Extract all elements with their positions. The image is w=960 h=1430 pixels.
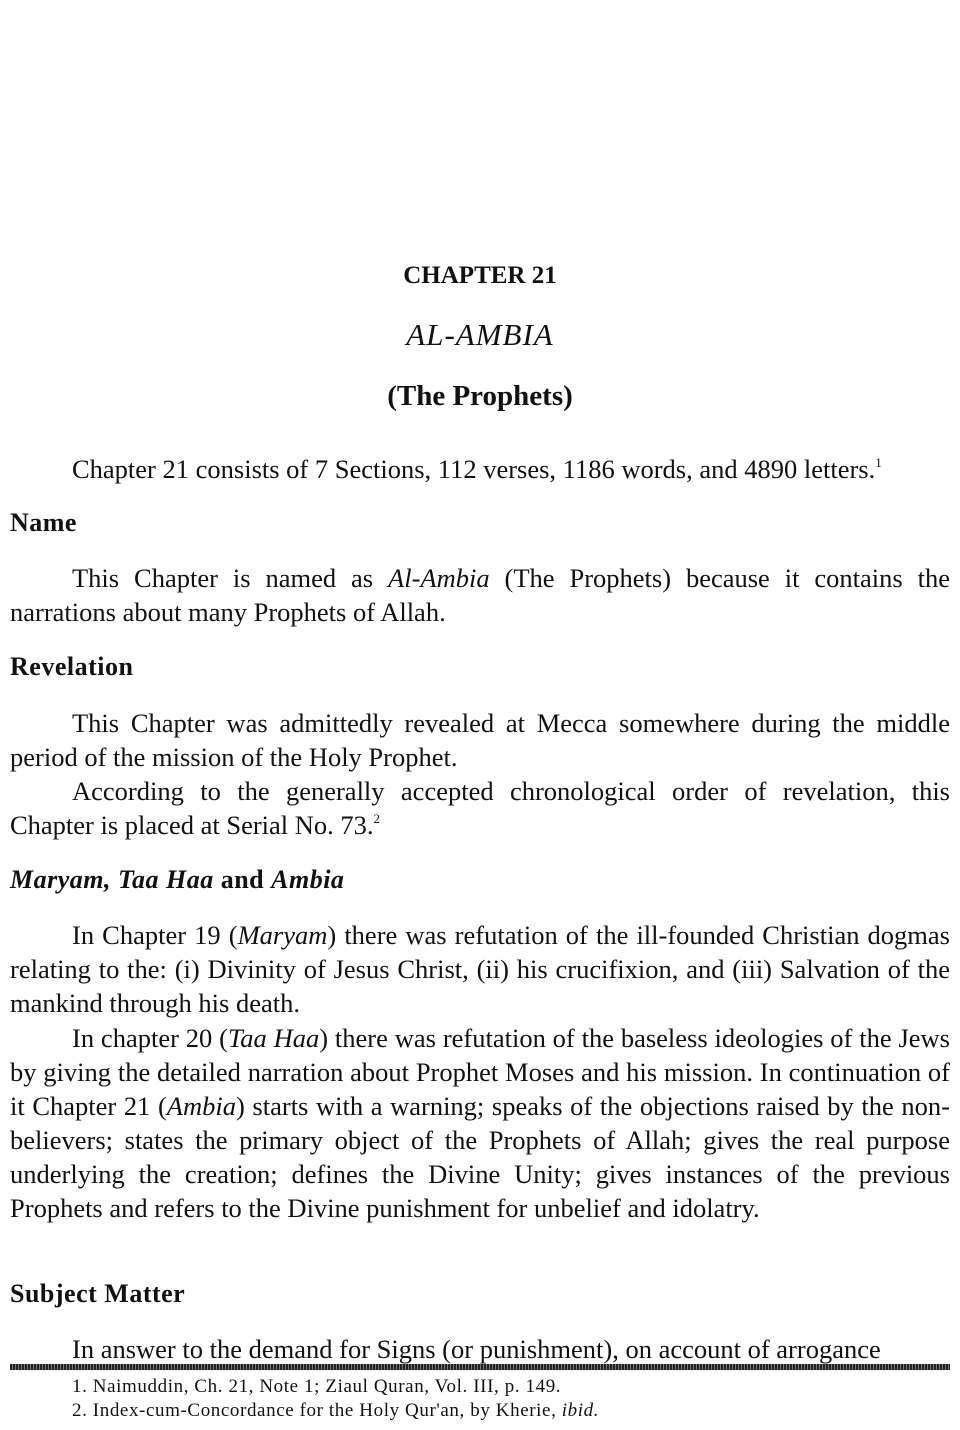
section-heading-subject-matter: Subject Matter bbox=[10, 1279, 186, 1308]
footnote-2-text: 2. Index-cum-Concordance for the Holy Qur'an, by Kherie, bbox=[72, 1400, 562, 1421]
revelation-paragraph-1: This Chapter was admittedly revealed at Mecca somewhere during the middle period of the mission of the Holy Prophet. bbox=[10, 708, 950, 772]
subject-paragraph: In answer to the demand for Signs (or punishment), on account of arrogance bbox=[72, 1334, 881, 1364]
section-heading-maryam-taa-haa-ambia bbox=[10, 864, 344, 896]
section-heading-revelation: Revelation bbox=[10, 652, 134, 681]
text-run: ) there was refutation of the ill-founded Christian dogmas relating to the: (i) Divinity of Jesus Christ, (ii) his crucifixion, and (iii) Salvation of the mankind through his death. bbox=[10, 920, 950, 1018]
italic-run: Ambia bbox=[166, 1091, 236, 1121]
footnotes bbox=[72, 1375, 942, 1423]
italic-run: Taa Haa bbox=[227, 1023, 320, 1053]
name-text-italic: Al-Ambia bbox=[388, 563, 490, 593]
text-run: In Chapter 19 ( bbox=[72, 920, 238, 950]
intro-text: Chapter 21 consists of 7 Sections, 112 verses, 1186 words, and 4890 letters. bbox=[72, 454, 876, 484]
footnote-2 bbox=[72, 1399, 942, 1423]
revelation-text: According to the generally accepted chronological order of revelation, this Chapter is placed at Serial No. 73. bbox=[10, 776, 950, 840]
footnote-1: 1. Naimuddin, Ch. 21, Note 1; Ziaul Quran, Vol. III, p. 149. bbox=[72, 1376, 562, 1397]
text-run: In chapter 20 ( bbox=[72, 1023, 228, 1053]
heading-plain: and bbox=[213, 865, 272, 894]
footnote-divider bbox=[10, 1364, 950, 1370]
footnote-2-italic: ibid. bbox=[561, 1400, 600, 1421]
name-text-after: (The Prophets) because it contains the narrations about many Prophets of Allah. bbox=[10, 563, 950, 627]
footnote-ref: 2 bbox=[373, 811, 381, 826]
intro-paragraph bbox=[10, 452, 950, 486]
chapter-label: CHAPTER 21 bbox=[403, 262, 557, 289]
heading-italic-1: Maryam, Taa Haa bbox=[10, 865, 214, 894]
chapter-title: AL-AMBIA bbox=[406, 317, 554, 352]
name-paragraph bbox=[10, 561, 950, 629]
text-run: ) starts with a warning; speaks of the objections raised by the non-believers; states the primary object of the Prophets of Allah; gives the real purpose underlying the creation; defines the Divine Unity; gives instances of the previous Prophets and refers to the Divine punishment for unbelief and idolatry. bbox=[10, 1091, 950, 1223]
heading-italic-2: Ambia bbox=[271, 865, 345, 894]
footnote-ref: 1 bbox=[875, 455, 882, 470]
name-text-before: This Chapter is named as bbox=[72, 563, 389, 593]
revelation-paragraph-2 bbox=[10, 774, 950, 842]
italic-run: Maryam bbox=[237, 920, 328, 950]
section-heading-name: Name bbox=[10, 508, 77, 537]
chapter-subtitle: (The Prophets) bbox=[387, 380, 573, 412]
text-run: ) there was refutation of the baseless ideologies of the Jews by giving the detailed narration about Prophet Moses and his mission. In continuation of it Chapter 21 ( bbox=[10, 1023, 950, 1121]
maryam-paragraph bbox=[10, 918, 950, 1020]
taa-haa-paragraph bbox=[10, 1021, 950, 1225]
